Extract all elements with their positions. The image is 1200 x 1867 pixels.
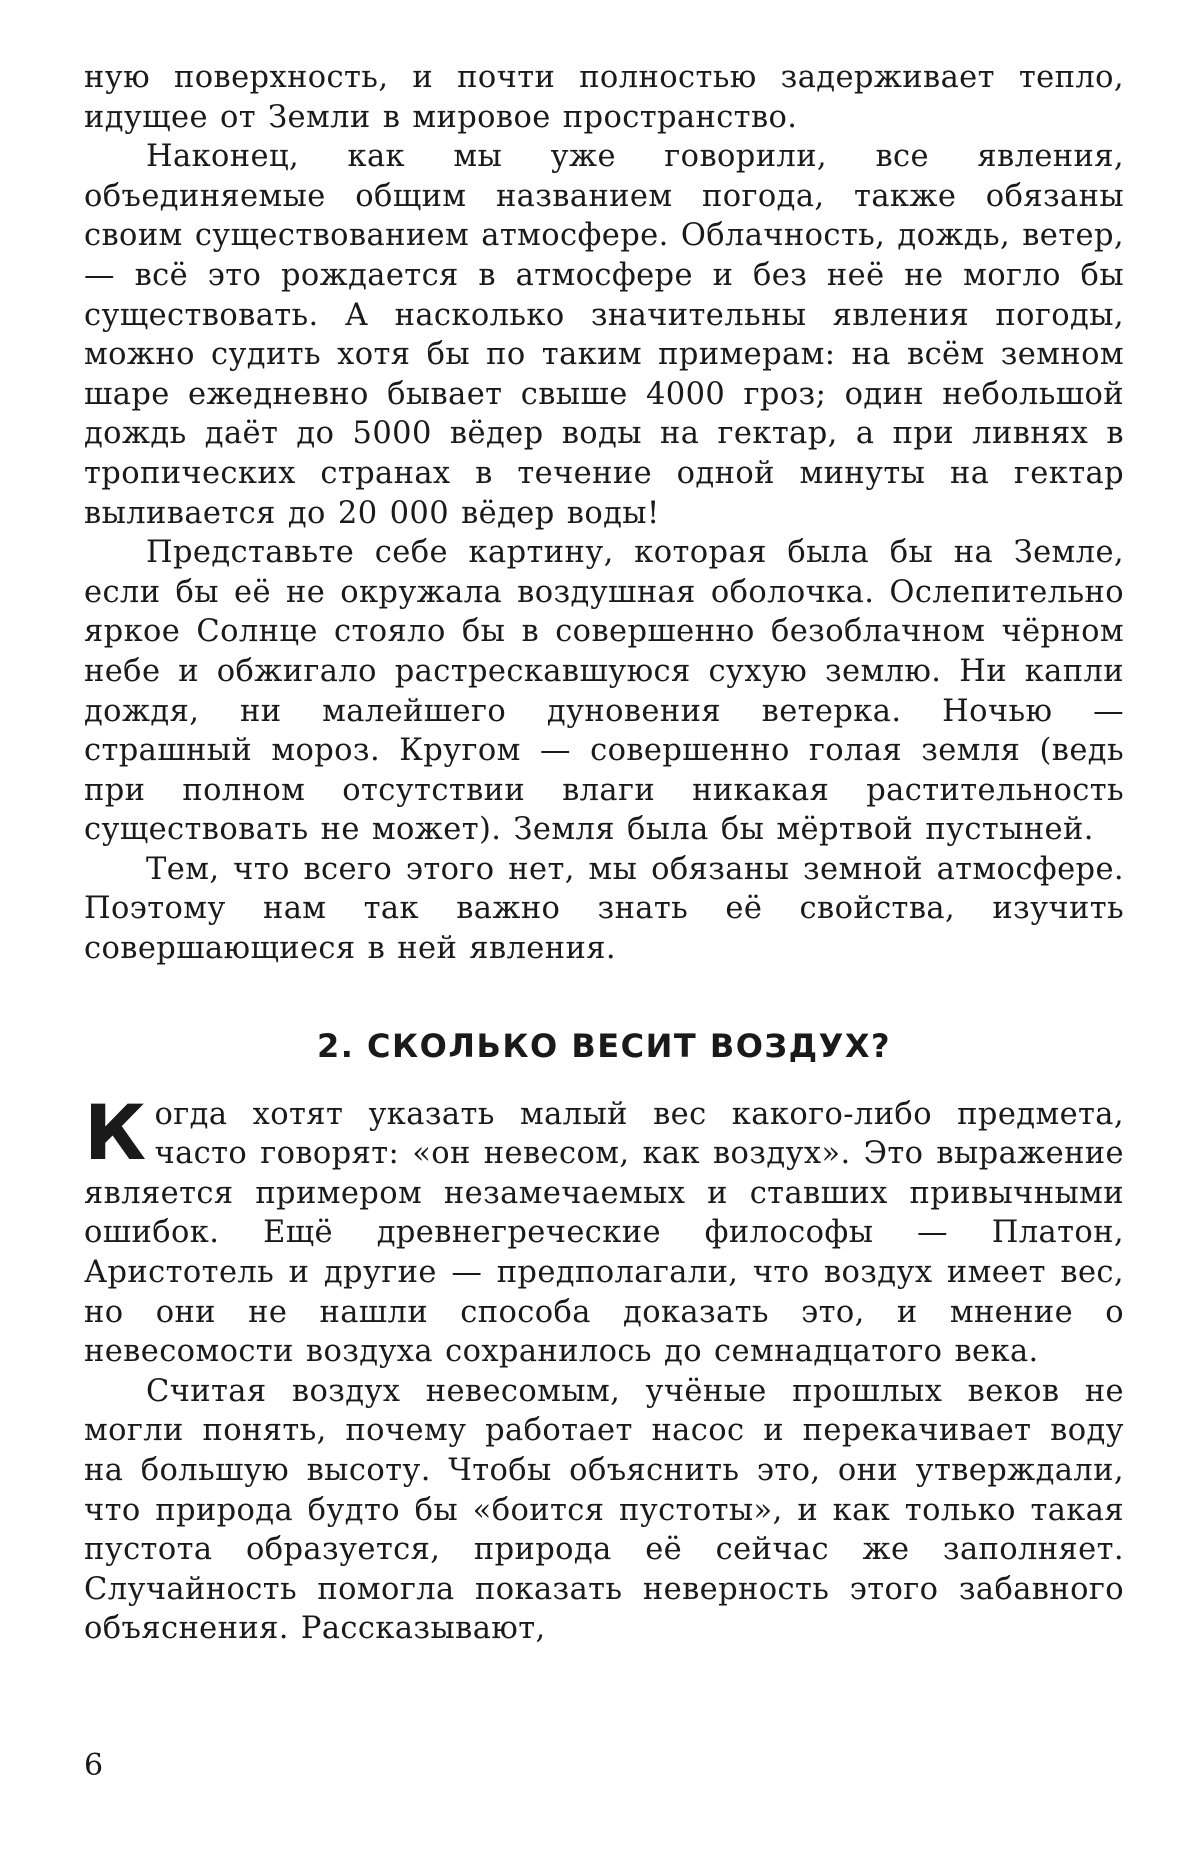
section-heading: 2. СКОЛЬКО ВЕСИТ ВОЗДУХ?	[316, 1026, 892, 1065]
paragraph-pump: Считая воздух невесомым, учёные прошлых веков не могли понять, почему работает насос и перекачивает воду на большую высоту. Чтобы объяснить это, они утверждали, что природа будто бы «боится пустоты», и как только такая пустота образуется, природа её сейчас же заполняет. Случайность помогла показать неверность этого забавного объяснения. Рассказывают,	[84, 1373, 1124, 1647]
paragraph-imagine-earth: Представьте себе картину, которая была бы на Земле, если бы её не окружала воздушная оболочка. Ослепительно яркое Солнце стояло бы в совершенно безоблачном чёрном небе и обжигало растрескавшуюся сухую землю. Ни капли дождя, ни малейшего дуновения ветерка. Ночью — страшный мороз. Кругом — совершенно голая земля (ведь при полном отсутствии влаги никакая растительность существовать не может). Земля была бы мёртвой пустыней.	[84, 535, 1124, 848]
paragraph-atmosphere-importance: Тем, что всего этого нет, мы обязаны земной атмосфере. Поэтому нам так важно знать её свойства, изучить совершающиеся в ней явления.	[84, 851, 1124, 967]
page-number: 6	[84, 1748, 104, 1783]
paragraph-weather: Наконец, как мы уже говорили, все явления, объединяемые общим названием погода, также обязаны своим существованием атмосфере. Облачность, дождь, ветер, — всё это рождается в атмосфере и без неё не могло бы существовать. А насколько значительны явления погоды, можно судить хотя бы по таким примерам: на всём земном шаре ежедневно бывает свыше 4000 гроз; один небольшой дождь даёт до 5000 вёдер воды на гектар, а при ливнях в тропических странах в течение одной минуты на гектар выливается до 20 000 вёдер воды!	[84, 139, 1124, 531]
drop-cap-letter: К	[84, 1087, 147, 1177]
book-page	[84, 58, 1124, 1649]
paragraph-weight-of-air-text: огда хотят указать малый вес какого-либо предмета, часто говорят: «он невесом, как воздух». Это выражение является примером незамечаемых и ставших привычными ошибок. Ещё древнегреческие философы — Платон, Аристотель и другие — предполагали, что воздух имеет вес, но они не нашли способа доказать это, и мнение о невесомости воздуха сохранилось до семнадцатого века.	[84, 1096, 1124, 1370]
paragraph-weight-of-air	[84, 1087, 1124, 1372]
paragraph-continuation: ную поверхность, и почти полностью задерживает тепло, идущее от Земли в мировое пространство.	[84, 60, 1124, 135]
